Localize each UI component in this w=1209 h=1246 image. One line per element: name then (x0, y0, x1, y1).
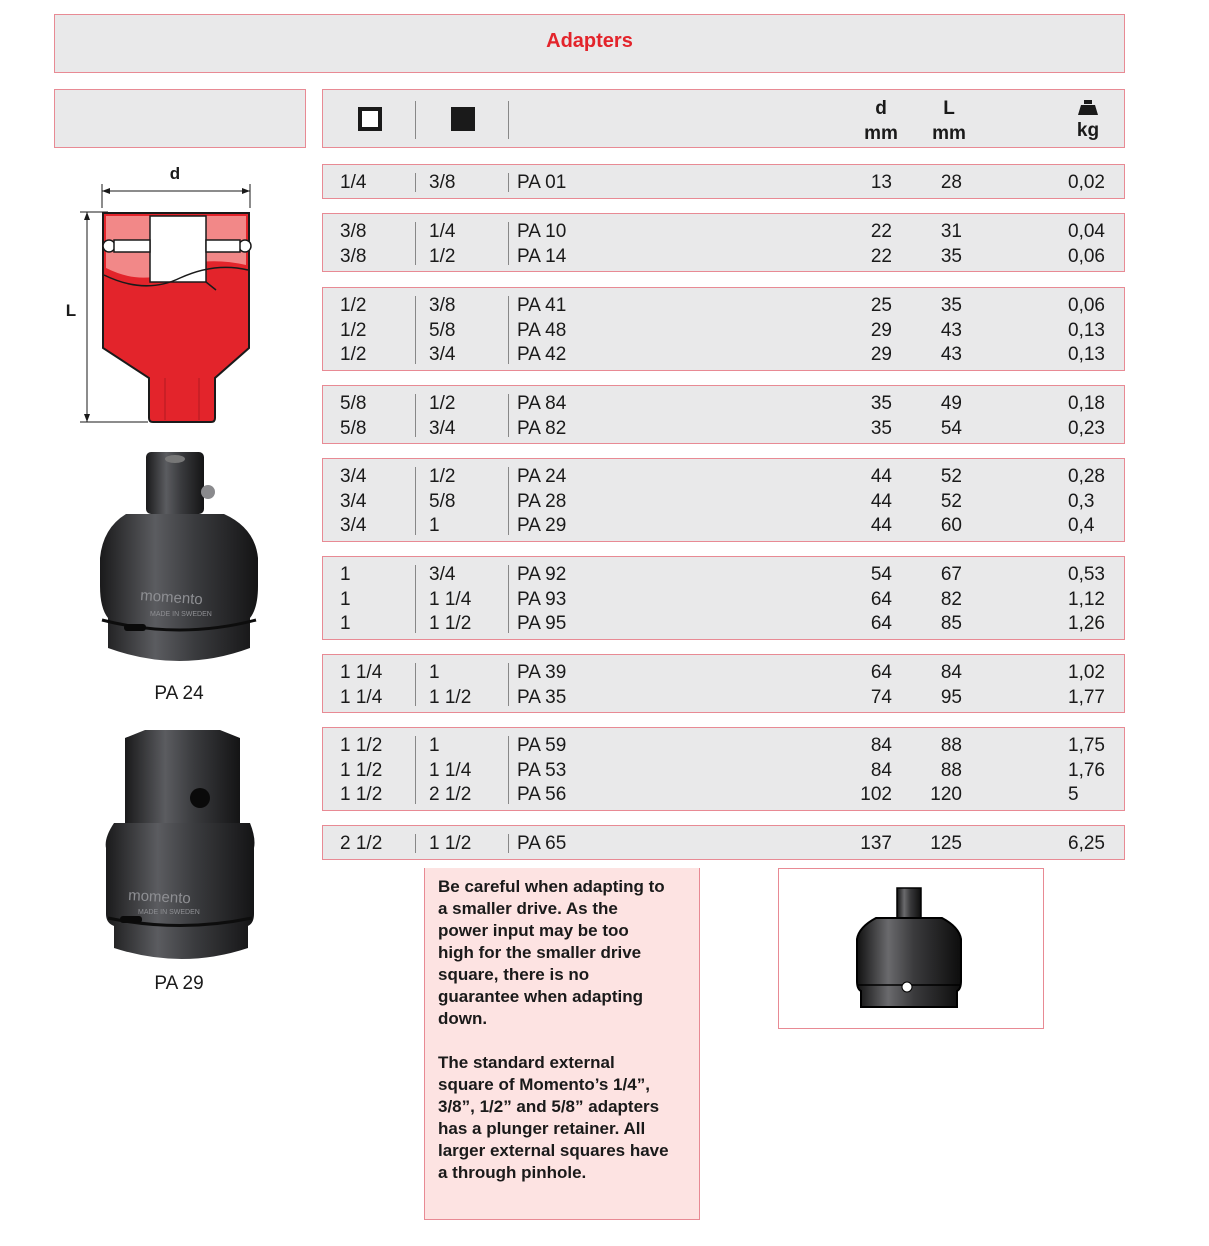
inner-square-size: 5/8 (429, 490, 456, 512)
length-mm: 82 (940, 588, 962, 610)
length-mm: 85 (940, 613, 962, 634)
weight-kg: 1,77 (1068, 686, 1105, 708)
diameter-mm: 44 (870, 490, 892, 512)
diameter-mm: 54 (870, 564, 892, 585)
table-row (323, 463, 1124, 488)
weight-kg: 1,12 (1068, 588, 1105, 610)
product-code: PA 65 (517, 833, 567, 854)
outer-square-size: 1/2 (340, 344, 367, 365)
product-code: PA 59 (517, 735, 567, 756)
header-divider (415, 101, 416, 139)
product-code: PA 24 (517, 466, 567, 487)
product-code: PA 10 (517, 221, 567, 242)
length-mm: 52 (940, 466, 962, 487)
diameter-mm: 137 (860, 833, 892, 854)
diameter-mm: 13 (870, 172, 892, 193)
diameter-mm: 74 (870, 686, 892, 708)
length-mm: 88 (940, 735, 962, 756)
table-group (322, 556, 1125, 640)
weight-kg: 0,02 (1068, 172, 1105, 193)
product-code: PA 42 (517, 344, 567, 365)
table-row (323, 830, 1124, 855)
product-code: PA 56 (517, 784, 567, 805)
diameter-mm: 22 (870, 221, 892, 242)
length-mm: 125 (930, 833, 962, 854)
diameter-mm: 84 (870, 735, 892, 756)
diameter-mm: 22 (870, 245, 892, 267)
weight-kg: 1,75 (1068, 735, 1105, 756)
brand-logo: momento (139, 587, 204, 609)
length-mm: 120 (930, 784, 962, 805)
product-code: PA 14 (517, 245, 567, 267)
table-row (323, 512, 1124, 537)
outer-square-size: 1/2 (340, 319, 367, 341)
note-paragraph-1: Be careful when adapting to a smaller drive. As the power input may be too high for the smaller drive square, there is no guarantee when adapting down. (438, 877, 665, 1028)
table-row (323, 415, 1124, 440)
length-mm: 84 (940, 662, 962, 683)
adapter-illustration (779, 869, 1042, 1027)
diameter-mm: 64 (870, 588, 892, 610)
note-paragraph-2: The standard external square of Momento’s 1/4”, 3/8”, 1/2” and 5/8” adapters has a plunger retainer. All larger external squares have a through pinhole. (438, 1053, 669, 1182)
diameter-mm: 102 (860, 784, 892, 805)
table-group (322, 287, 1125, 371)
outer-square-size: 1 1/2 (340, 784, 383, 805)
product-code: PA 92 (517, 564, 567, 585)
length-mm: 43 (940, 344, 962, 365)
weight-kg: 0,06 (1068, 295, 1105, 316)
outer-square-size: 3/4 (340, 515, 367, 536)
product-code: PA 28 (517, 490, 567, 512)
warning-note (424, 868, 700, 1220)
table-row (323, 243, 1124, 268)
length-mm: 28 (940, 172, 962, 193)
inner-square-size: 1 1/2 (429, 833, 472, 854)
length-mm: 31 (940, 221, 962, 242)
diameter-mm: 64 (870, 613, 892, 634)
weight-kg: 0,3 (1068, 490, 1095, 512)
inner-square-size: 3/4 (429, 344, 456, 365)
length-mm: 54 (940, 417, 962, 439)
diameter-mm: 35 (870, 417, 892, 439)
weight-icon (1077, 100, 1099, 116)
weight-kg: 0,23 (1068, 417, 1105, 439)
brand-logo: momento (127, 887, 192, 908)
made-in-marking: MADE IN SWEDEN (138, 909, 200, 916)
table-group (322, 385, 1125, 444)
inner-square-size: 2 1/2 (429, 784, 472, 805)
adapter-illustration-box (778, 868, 1044, 1029)
photo-caption-pa29: PA 29 (154, 973, 204, 994)
weight-kg: 0,18 (1068, 393, 1105, 414)
table-row (323, 659, 1124, 684)
inner-square-size: 1 (429, 735, 440, 756)
inner-square-size: 1/2 (429, 393, 456, 414)
table-row (323, 610, 1124, 635)
weight-kg: 0,53 (1068, 564, 1105, 585)
title-bar (54, 14, 1125, 73)
diameter-mm: 29 (870, 319, 892, 341)
weight-kg: 1,26 (1068, 613, 1105, 634)
inner-square-size: 1 (429, 662, 440, 683)
outer-square-size: 1 (340, 564, 351, 585)
header-d: d mm (864, 98, 898, 144)
length-mm: 95 (940, 686, 962, 708)
product-code: PA 95 (517, 613, 567, 634)
length-mm: 52 (940, 490, 962, 512)
outer-square-size: 3/8 (340, 221, 367, 242)
product-code: PA 29 (517, 515, 567, 536)
table-group (322, 654, 1125, 713)
diameter-mm: 29 (870, 344, 892, 365)
left-header-box (54, 89, 306, 148)
inner-square-size: 3/4 (429, 564, 456, 585)
inner-square-size: 1/2 (429, 245, 456, 267)
table-row (323, 169, 1124, 194)
open-square-icon (358, 107, 382, 131)
weight-kg: 6,25 (1068, 833, 1105, 854)
photo-pa24 (90, 448, 270, 670)
weight-kg: 0,13 (1068, 344, 1105, 365)
outer-square-size: 3/8 (340, 245, 367, 267)
outer-square-size: 3/4 (340, 490, 367, 512)
table-group (322, 727, 1125, 811)
diameter-mm: 35 (870, 393, 892, 414)
diameter-mm: 44 (870, 515, 892, 536)
length-mm: 43 (940, 319, 962, 341)
weight-kg: 0,13 (1068, 319, 1105, 341)
diameter-mm: 64 (870, 662, 892, 683)
outer-square-size: 1 (340, 588, 351, 610)
outer-square-size: 5/8 (340, 393, 367, 414)
weight-kg: 1,02 (1068, 662, 1105, 683)
inner-square-size: 1 1/2 (429, 686, 472, 708)
product-code: PA 01 (517, 172, 567, 193)
product-code: PA 35 (517, 686, 567, 708)
product-code: PA 48 (517, 319, 567, 341)
page-title: Adapters (546, 30, 633, 52)
header-divider (508, 101, 509, 139)
product-code: PA 93 (517, 588, 567, 610)
table-group (322, 825, 1125, 860)
table-row (323, 757, 1124, 782)
weight-kg: 0,28 (1068, 466, 1105, 487)
diameter-mm: 25 (870, 295, 892, 316)
inner-square-size: 1/2 (429, 466, 456, 487)
table-row (323, 292, 1124, 317)
outer-square-size: 1/4 (340, 172, 367, 193)
table-row (323, 732, 1124, 757)
table-row (323, 586, 1124, 611)
product-code: PA 39 (517, 662, 567, 683)
table-header (322, 89, 1125, 148)
diameter-mm: 84 (870, 759, 892, 781)
inner-square-size: 5/8 (429, 319, 456, 341)
header-weight: kg (1058, 96, 1118, 143)
weight-kg: 0,04 (1068, 221, 1105, 242)
weight-kg: 0,4 (1068, 515, 1095, 536)
table-group (322, 213, 1125, 272)
table-row (323, 317, 1124, 342)
table-row (323, 684, 1124, 709)
dimension-L-label: L (65, 301, 77, 320)
outer-square-size: 3/4 (340, 466, 367, 487)
length-mm: 35 (940, 245, 962, 267)
product-code: PA 53 (517, 759, 567, 781)
outer-square-size: 1 1/4 (340, 662, 383, 683)
made-in-marking: MADE IN SWEDEN (150, 611, 212, 618)
outer-square-size: 1 1/2 (340, 735, 383, 756)
product-code: PA 84 (517, 393, 567, 414)
photo-caption-pa24: PA 24 (154, 683, 204, 704)
weight-kg: 0,06 (1068, 245, 1105, 267)
inner-square-size: 1 (429, 515, 440, 536)
outer-square-size: 1 1/4 (340, 686, 383, 708)
weight-kg: 5 (1068, 784, 1079, 805)
table-group (322, 164, 1125, 199)
table-row (323, 218, 1124, 243)
table-row (323, 561, 1124, 586)
cutaway-diagram (50, 160, 280, 430)
table-row (323, 781, 1124, 806)
inner-square-size: 1 1/4 (429, 759, 472, 781)
inner-square-size: 1/4 (429, 221, 456, 242)
inner-square-size: 1 1/2 (429, 613, 472, 634)
length-mm: 35 (940, 295, 962, 316)
product-code: PA 41 (517, 295, 567, 316)
diameter-mm: 44 (870, 466, 892, 487)
length-mm: 60 (940, 515, 962, 536)
outer-square-size: 1 (340, 613, 351, 634)
outer-square-size: 2 1/2 (340, 833, 383, 854)
inner-square-size: 3/4 (429, 417, 456, 439)
photo-pa29 (100, 728, 260, 964)
table-row (323, 488, 1124, 513)
length-mm: 49 (940, 393, 962, 414)
outer-square-size: 1 1/2 (340, 759, 383, 781)
length-mm: 88 (940, 759, 962, 781)
header-L: L mm (932, 98, 966, 144)
table-row (323, 341, 1124, 366)
inner-square-size: 1 1/4 (429, 588, 472, 610)
product-code: PA 82 (517, 417, 567, 439)
length-mm: 67 (940, 564, 962, 585)
inner-square-size: 3/8 (429, 295, 456, 316)
dimension-d-label: d (169, 164, 181, 183)
outer-square-size: 1/2 (340, 295, 367, 316)
table-group (322, 458, 1125, 542)
inner-square-size: 3/8 (429, 172, 456, 193)
outer-square-size: 5/8 (340, 417, 367, 439)
table-row (323, 390, 1124, 415)
filled-square-icon (451, 107, 475, 131)
weight-kg: 1,76 (1068, 759, 1105, 781)
